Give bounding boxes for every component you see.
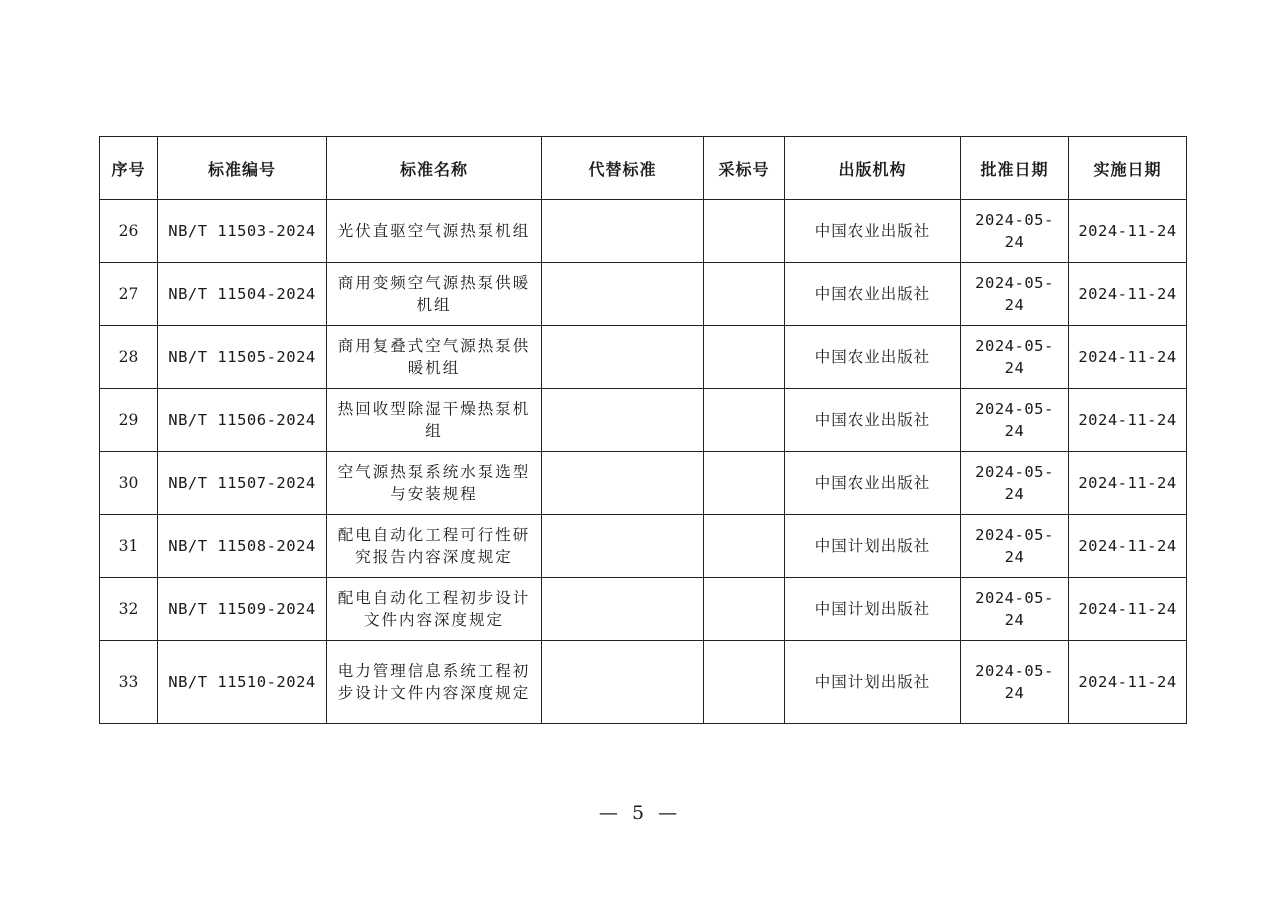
table-row bbox=[100, 578, 1187, 641]
header-effective-date: 实施日期 bbox=[1069, 137, 1187, 200]
cell-approved-date: 2024-05-24 bbox=[961, 515, 1069, 578]
cell-replaces bbox=[542, 200, 704, 263]
cell-adopted bbox=[704, 326, 785, 389]
cell-replaces bbox=[542, 326, 704, 389]
cell-adopted bbox=[704, 578, 785, 641]
cell-adopted bbox=[704, 452, 785, 515]
cell-publisher: 中国农业出版社 bbox=[785, 389, 961, 452]
table-row bbox=[100, 200, 1187, 263]
table-row bbox=[100, 452, 1187, 515]
cell-code: NB/T 11505-2024 bbox=[158, 326, 327, 389]
cell-name: 商用复叠式空气源热泵供暖机组 bbox=[327, 326, 542, 389]
cell-name: 配电自动化工程初步设计文件内容深度规定 bbox=[327, 578, 542, 641]
table-row bbox=[100, 326, 1187, 389]
page-number: — 5 — bbox=[598, 802, 682, 824]
standards-table bbox=[99, 136, 1187, 724]
cell-adopted bbox=[704, 200, 785, 263]
cell-no: 31 bbox=[100, 515, 158, 578]
header-no: 序号 bbox=[100, 137, 158, 200]
cell-no: 29 bbox=[100, 389, 158, 452]
header-publisher: 出版机构 bbox=[785, 137, 961, 200]
cell-no: 33 bbox=[100, 641, 158, 724]
cell-no: 28 bbox=[100, 326, 158, 389]
header-approved-date: 批准日期 bbox=[961, 137, 1069, 200]
cell-publisher: 中国农业出版社 bbox=[785, 263, 961, 326]
cell-adopted bbox=[704, 515, 785, 578]
cell-publisher: 中国计划出版社 bbox=[785, 641, 961, 724]
cell-adopted bbox=[704, 389, 785, 452]
cell-publisher: 中国计划出版社 bbox=[785, 578, 961, 641]
header-adopted: 采标号 bbox=[704, 137, 785, 200]
cell-adopted bbox=[704, 641, 785, 724]
cell-approved-date: 2024-05-24 bbox=[961, 200, 1069, 263]
cell-approved-date: 2024-05-24 bbox=[961, 641, 1069, 724]
cell-name: 光伏直驱空气源热泵机组 bbox=[327, 200, 542, 263]
cell-approved-date: 2024-05-24 bbox=[961, 263, 1069, 326]
cell-publisher: 中国农业出版社 bbox=[785, 200, 961, 263]
table-header-row bbox=[100, 137, 1187, 200]
cell-name: 配电自动化工程可行性研究报告内容深度规定 bbox=[327, 515, 542, 578]
cell-approved-date: 2024-05-24 bbox=[961, 326, 1069, 389]
cell-replaces bbox=[542, 263, 704, 326]
cell-name: 空气源热泵系统水泵选型与安装规程 bbox=[327, 452, 542, 515]
table-row bbox=[100, 515, 1187, 578]
cell-code: NB/T 11509-2024 bbox=[158, 578, 327, 641]
cell-replaces bbox=[542, 452, 704, 515]
cell-no: 30 bbox=[100, 452, 158, 515]
cell-replaces bbox=[542, 515, 704, 578]
header-replaces: 代替标准 bbox=[542, 137, 704, 200]
cell-code: NB/T 11508-2024 bbox=[158, 515, 327, 578]
header-code: 标准编号 bbox=[158, 137, 327, 200]
table-row bbox=[100, 263, 1187, 326]
cell-code: NB/T 11503-2024 bbox=[158, 200, 327, 263]
cell-approved-date: 2024-05-24 bbox=[961, 389, 1069, 452]
cell-code: NB/T 11510-2024 bbox=[158, 641, 327, 724]
cell-no: 32 bbox=[100, 578, 158, 641]
cell-effective-date: 2024-11-24 bbox=[1069, 263, 1187, 326]
cell-adopted bbox=[704, 263, 785, 326]
table-row bbox=[100, 641, 1187, 724]
cell-approved-date: 2024-05-24 bbox=[961, 578, 1069, 641]
cell-publisher: 中国农业出版社 bbox=[785, 452, 961, 515]
cell-name: 电力管理信息系统工程初步设计文件内容深度规定 bbox=[327, 641, 542, 724]
cell-code: NB/T 11504-2024 bbox=[158, 263, 327, 326]
cell-approved-date: 2024-05-24 bbox=[961, 452, 1069, 515]
cell-effective-date: 2024-11-24 bbox=[1069, 578, 1187, 641]
cell-effective-date: 2024-11-24 bbox=[1069, 389, 1187, 452]
cell-effective-date: 2024-11-24 bbox=[1069, 452, 1187, 515]
cell-replaces bbox=[542, 641, 704, 724]
cell-name: 商用变频空气源热泵供暖机组 bbox=[327, 263, 542, 326]
cell-effective-date: 2024-11-24 bbox=[1069, 515, 1187, 578]
cell-publisher: 中国计划出版社 bbox=[785, 515, 961, 578]
cell-publisher: 中国农业出版社 bbox=[785, 326, 961, 389]
cell-effective-date: 2024-11-24 bbox=[1069, 200, 1187, 263]
cell-replaces bbox=[542, 389, 704, 452]
cell-code: NB/T 11507-2024 bbox=[158, 452, 327, 515]
cell-code: NB/T 11506-2024 bbox=[158, 389, 327, 452]
cell-no: 27 bbox=[100, 263, 158, 326]
cell-name: 热回收型除湿干燥热泵机组 bbox=[327, 389, 542, 452]
cell-no: 26 bbox=[100, 200, 158, 263]
header-name: 标准名称 bbox=[327, 137, 542, 200]
cell-effective-date: 2024-11-24 bbox=[1069, 641, 1187, 724]
table-row bbox=[100, 389, 1187, 452]
cell-effective-date: 2024-11-24 bbox=[1069, 326, 1187, 389]
cell-replaces bbox=[542, 578, 704, 641]
